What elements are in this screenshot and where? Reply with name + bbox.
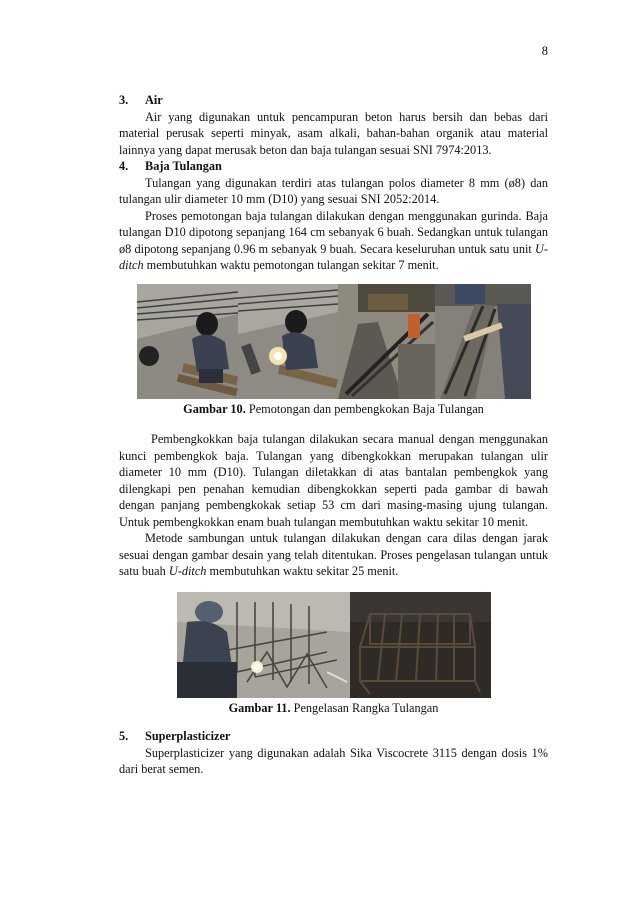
bending-section	[119, 431, 548, 580]
section-baja	[119, 158, 548, 274]
figure10-photo-1	[137, 284, 238, 399]
figure10-photo-4	[435, 284, 531, 399]
section-baja-heading	[119, 158, 548, 175]
section-air-title: Air	[145, 93, 163, 107]
bending-paragraph-2: Metode sambungan untuk tulangan dilakukan dengan cara dilas dengan jarak sesuai dengan gambar desain yang telah ditentukan. Proses pengelasan tulangan untuk satu buah U-ditch membutuhkan waktu sekitar 25 menit.	[119, 531, 548, 578]
bending-paragraph-1: Pembengkokkan baja tulangan dilakukan secara manual dengan menggunakan kunci pembengkok baja. Tulangan yang dibengkokkan merupakan tulangan ulir diameter 10 mm (D10). Tulangan diletakkan di atas bantalan pembengkok yang dilengkapi pen penahan kemudian dibengkokkan seperti pada gambar di bawah dengan panjang pembengkokak setiap 53 cm dari masing-masing ujung tulangan. Untuk pembengkokkan enam buah tulangan membutuhkan waktu sekitar 10 menit.	[119, 432, 548, 529]
figure10-caption	[119, 402, 548, 417]
section-super	[119, 728, 548, 778]
figure11-photo-1	[177, 592, 350, 698]
section-air-number: 3.	[119, 93, 129, 107]
section-air-heading	[119, 92, 548, 109]
section-super-title: Superplasticizer	[145, 729, 231, 743]
section-super-heading	[119, 728, 548, 745]
figure11-caption-text: Pengelasan Rangka Tulangan	[290, 701, 439, 715]
section-super-number: 5.	[119, 729, 129, 743]
figure11-photo-2	[350, 592, 491, 698]
section-baja-number: 4.	[119, 159, 129, 173]
figure11-caption	[119, 701, 548, 716]
figure10-photo-2	[238, 284, 338, 399]
figure11-label: Gambar 11.	[228, 701, 291, 715]
figure10-caption-text: Pemotongan dan pembengkokan Baja Tulangan	[245, 402, 484, 416]
section-baja-title: Baja Tulangan	[145, 159, 222, 173]
figure10-photo-3	[338, 284, 435, 399]
section-baja-paragraph-1: Tulangan yang digunakan terdiri atas tulangan polos diameter 8 mm (ø8) dan tulangan ulir diameter 10 mm (D10) yang sesuai SNI 2052:2014.	[119, 175, 548, 206]
page-number: 8	[541, 44, 548, 58]
section-air	[119, 92, 548, 158]
section-baja-paragraph-2: Proses pemotongan baja tulangan dilakukan dengan menggunakan gurinda. Baja tulangan D10 dipotong sepanjang 164 cm sebanyak 6 buah. Sedangkan untuk tulangan ø8 dipotong sepanjang 0.96 m sebanyak 9 buah. Secara keseluruhan untuk satu unit U-ditch membutuhkan waktu pemotongan tulangan sekitar 7 menit.	[119, 208, 548, 272]
section-air-paragraph: Air yang digunakan untuk pencampuran beton harus bersih dan bebas dari material perusak seperti minyak, asam alkali, bahan-bahan organik atau material lainnya yang dapat merusak beton dan baja tulangan sesuai SNI 7974:2013.	[119, 109, 548, 157]
section-super-paragraph: Superplasticizer yang digunakan adalah Sika Viscocrete 3115 dengan dosis 1% dari berat semen.	[119, 745, 548, 776]
figure10-label: Gambar 10.	[183, 402, 246, 416]
